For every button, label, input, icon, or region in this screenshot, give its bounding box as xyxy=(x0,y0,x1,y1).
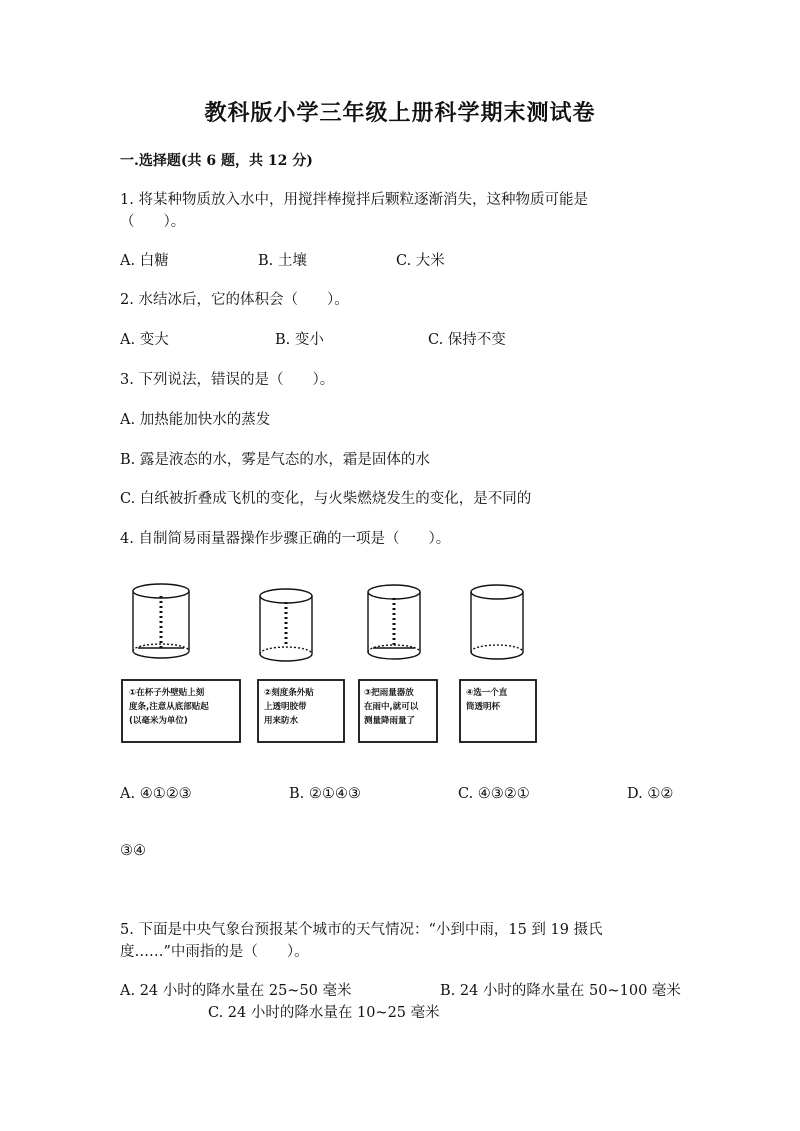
question-5-stem: 5. 下面是中央气象台预报某个城市的天气情况：“小到中雨，15 到 19 摄氏 xyxy=(120,922,603,938)
question-3-option-c: C. 白纸被折叠成飞机的变化，与火柴燃烧发生的变化，是不同的 xyxy=(120,491,532,507)
step-3-line-3: 测量降雨量了 xyxy=(364,716,416,726)
question-4-option-a: A. ④①②③ xyxy=(120,786,192,802)
question-4-option-b: B. ②①④③ xyxy=(289,786,361,802)
question-2-option-c: C. 保持不变 xyxy=(428,332,506,348)
step-2-line-1: ②刻度条外贴 xyxy=(264,688,314,698)
question-4-option-c: C. ④③②① xyxy=(458,786,530,802)
question-5-option-c: C. 24 小时的降水量在 10~25 毫米 xyxy=(208,1005,440,1021)
question-1-option-c: C. 大米 xyxy=(396,253,445,269)
question-4-option-d-wrap: ③④ xyxy=(120,843,146,859)
question-5-option-a: A. 24 小时的降水量在 25~50 毫米 xyxy=(120,983,352,999)
question-3-option-a: A. 加热能加快水的蒸发 xyxy=(120,412,271,428)
step-2-line-3: 用来防水 xyxy=(264,716,299,726)
step-3-line-1: ③把雨量器放 xyxy=(364,688,414,698)
rain-gauge-figure xyxy=(116,576,576,756)
step-4-line-1: ④选一个直 xyxy=(466,688,508,698)
question-2-option-b: B. 变小 xyxy=(275,332,324,348)
question-3-option-b: B. 露是液态的水，雾是气态的水，霜是固体的水 xyxy=(120,452,430,468)
cup-3-image xyxy=(368,585,420,659)
question-1-option-b: B. 土壤 xyxy=(258,253,307,269)
question-5-stem-cont: 度……”中雨指的是（ ）。 xyxy=(120,944,309,960)
question-2-stem: 2. 水结冰后，它的体积会（ ）。 xyxy=(120,292,349,308)
question-2-option-a: A. 变大 xyxy=(120,332,169,348)
exam-title: 教科版小学三年级上册科学期末测试卷 xyxy=(204,100,596,126)
step-1-line-2: 度条,注意从底部贴起 xyxy=(129,702,209,712)
step-3-line-2: 在雨中,就可以 xyxy=(364,702,419,712)
cup-1-image xyxy=(133,584,189,658)
question-1-option-a: A. 白糖 xyxy=(120,253,169,269)
step-4-line-2: 筒透明杯 xyxy=(466,702,501,712)
question-5-option-b: B. 24 小时的降水量在 50~100 毫米 xyxy=(440,983,681,999)
step-2-line-2: 上透明胶带 xyxy=(264,702,307,712)
question-3-stem: 3. 下列说法，错误的是（ ）。 xyxy=(120,372,335,388)
question-1-stem-cont: （ ）。 xyxy=(120,214,186,230)
cup-2-image xyxy=(260,589,312,661)
step-1-line-1: ①在杯子外壁贴上刻 xyxy=(129,688,205,698)
step-1-line-3: (以毫米为单位) xyxy=(129,716,188,726)
cup-4-image xyxy=(471,585,523,659)
question-4-option-d: D. ①② xyxy=(627,786,674,802)
section-heading: 一.选择题(共 6 题，共 12 分) xyxy=(120,153,313,169)
question-1-stem: 1. 将某种物质放入水中，用搅拌棒搅拌后颗粒逐渐消失，这种物质可能是 xyxy=(120,192,588,208)
question-4-stem: 4. 自制简易雨量器操作步骤正确的一项是（ ）。 xyxy=(120,531,451,547)
